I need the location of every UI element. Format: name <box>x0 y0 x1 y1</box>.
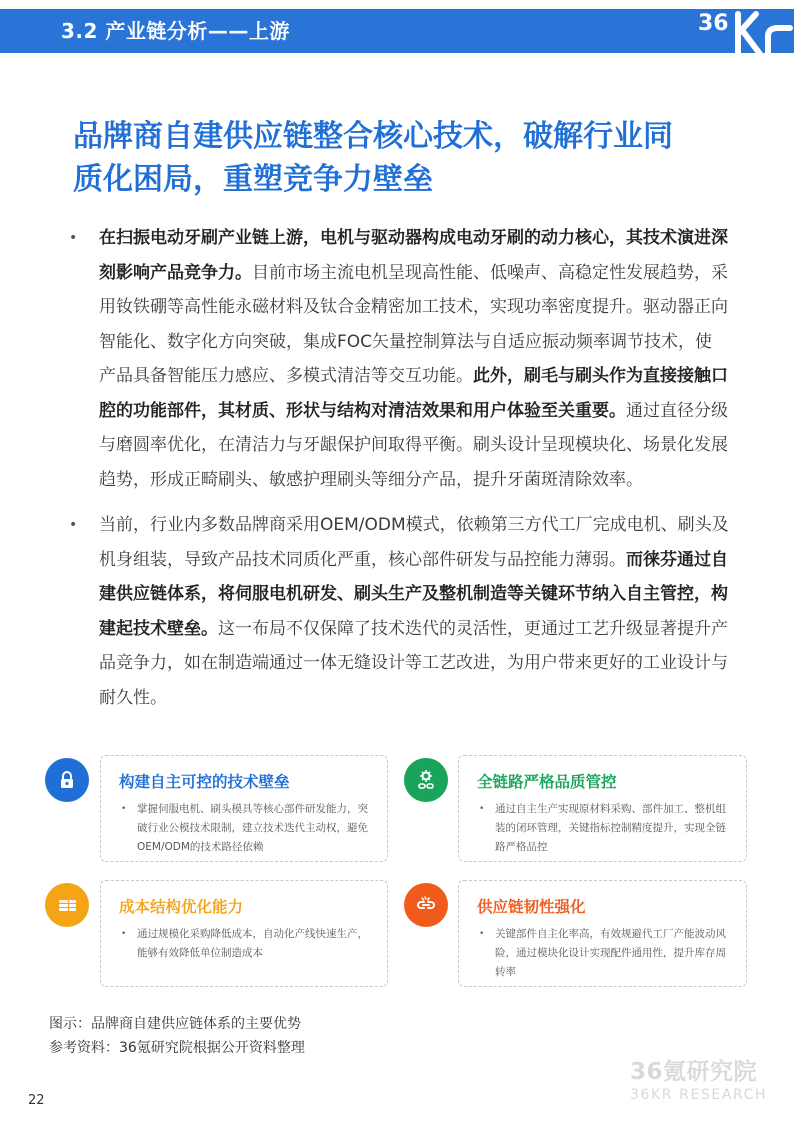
gear-link-icon <box>404 758 448 802</box>
advantage-card <box>458 755 747 862</box>
bullet-list <box>69 221 729 715</box>
bullet-item <box>69 508 729 715</box>
bullet-text: 此外，刷毛与刷头作为直接接触口腔的功能部件，其材质、形状与结构对清洁效果和用户体验至关重要。 <box>99 366 728 421</box>
card-item: • 通过自主生产实现原材料采购、部件加工、整机组装的闭环管理，关键指标控制精度提升，实现全链路严格品控 <box>479 803 726 853</box>
card-title: 全链路严格品质管控 <box>477 773 617 791</box>
bullet-dot-icon: • <box>69 517 78 533</box>
bullet-text: 目前市场主流电机呈现高性能、低噪声、高稳定性发展趋势，采用钕铁硼等高性能永磁材料及钛合金精密加工技术，实现功率密度提升。驱动器正向智能化、数字化方向突破，集成FOC矢量控制算法与自适应振动频率调节技术，使产品具备智能压力感应、多模式清洁等交互功能。 <box>99 262 728 386</box>
advantage-card <box>458 880 747 987</box>
card-item-text: 通过自主生产实现原材料采购、部件加工、整机组装的闭环管理，关键指标控制精度提升，实现全链路严格品控 <box>495 803 726 853</box>
bullet-text: 在扫振电动牙刷产业链上游，电机与驱动器构成电动牙刷的动力核心，其技术演进深刻影响产品竞争力。 <box>99 228 728 283</box>
figure-caption: 图示：品牌商自建供应链体系的主要优势 <box>49 1016 301 1032</box>
coins-icon <box>45 883 89 927</box>
card-item: • 通过规模化采购降低成本，自动化产线快速生产，能够有效降低单位制造成本 <box>121 928 368 959</box>
headline <box>73 115 733 201</box>
page-number: 22 <box>28 1093 45 1108</box>
lock-icon <box>45 758 89 802</box>
watermark <box>630 1058 780 1104</box>
card-title: 成本结构优化能力 <box>119 898 244 916</box>
bullet-text: 这一布局不仅保障了技术迭代的灵活性，更通过工艺升级显著提升产品竞争力，如在制造端通过一体无缝设计等工艺改进，为用户带来更好的工业设计与耐久性。 <box>99 618 728 708</box>
advantage-card <box>100 880 388 987</box>
watermark-title: 36氪研究院 <box>630 1059 758 1085</box>
watermark-subtitle: 36KR RESEARCH <box>630 1087 768 1103</box>
bullet-dot-icon: • <box>69 230 78 246</box>
bullet-text: 当前，行业内多数品牌商采用OEM/ODM模式，依赖第三方代工厂完成电机、刷头及机身组装，导致产品技术同质化严重，核心部件研发与品控能力薄弱。 <box>99 515 729 570</box>
card-title: 构建自主可控的技术壁垒 <box>119 773 290 791</box>
card-item: • 关键部件自主化率高，有效规避代工厂产能波动风险，通过模块化设计实现配件通用性，提升库存周转率 <box>479 928 726 978</box>
source-caption: 参考资料：36氪研究院根据公开资料整理 <box>49 1040 305 1056</box>
svg-text:36: 36 <box>698 11 729 36</box>
card-item-text: 关键部件自主化率高，有效规避代工厂产能波动风险，通过模块化设计实现配件通用性，提升库存周转率 <box>495 928 726 978</box>
card-item-text: 通过规模化采购降低成本，自动化产线快速生产，能够有效降低单位制造成本 <box>137 928 368 959</box>
card-item: • 掌握伺服电机、刷头模具等核心部件研发能力，突破行业公模技术限制，建立技术迭代主动权，避免OEM/ODM的技术路径依赖 <box>121 803 368 853</box>
headline-line-1: 品牌商自建供应链整合核心技术，破解行业同 <box>73 119 673 154</box>
card-title: 供应链韧性强化 <box>477 898 586 916</box>
bullet-text: 而徕芬通过自建供应链体系，将伺服电机研发、刷头生产及整机制造等关键环节纳入自主管控，构建起技术壁垒。 <box>99 549 728 639</box>
bullet-text: 通过直径分级与磨圆率优化，在清洁力与牙龈保护间取得平衡。刷头设计呈现模块化、场景化发展趋势，形成正畸刷头、敏感护理刷头等细分产品，提升牙菌斑清除效率。 <box>99 400 728 490</box>
advantage-card <box>100 755 388 862</box>
brand-logo <box>694 0 794 56</box>
section-title: 3.2 产业链分析——上游 <box>61 19 290 43</box>
bullet-item <box>69 221 729 497</box>
card-item-text: 掌握伺服电机、刷头模具等核心部件研发能力，突破行业公模技术限制，建立技术迭代主动权，避免OEM/ODM的技术路径依赖 <box>137 803 368 853</box>
headline-line-2: 质化困局，重塑竞争力壁垒 <box>73 162 433 197</box>
chain-link-icon <box>404 883 448 927</box>
